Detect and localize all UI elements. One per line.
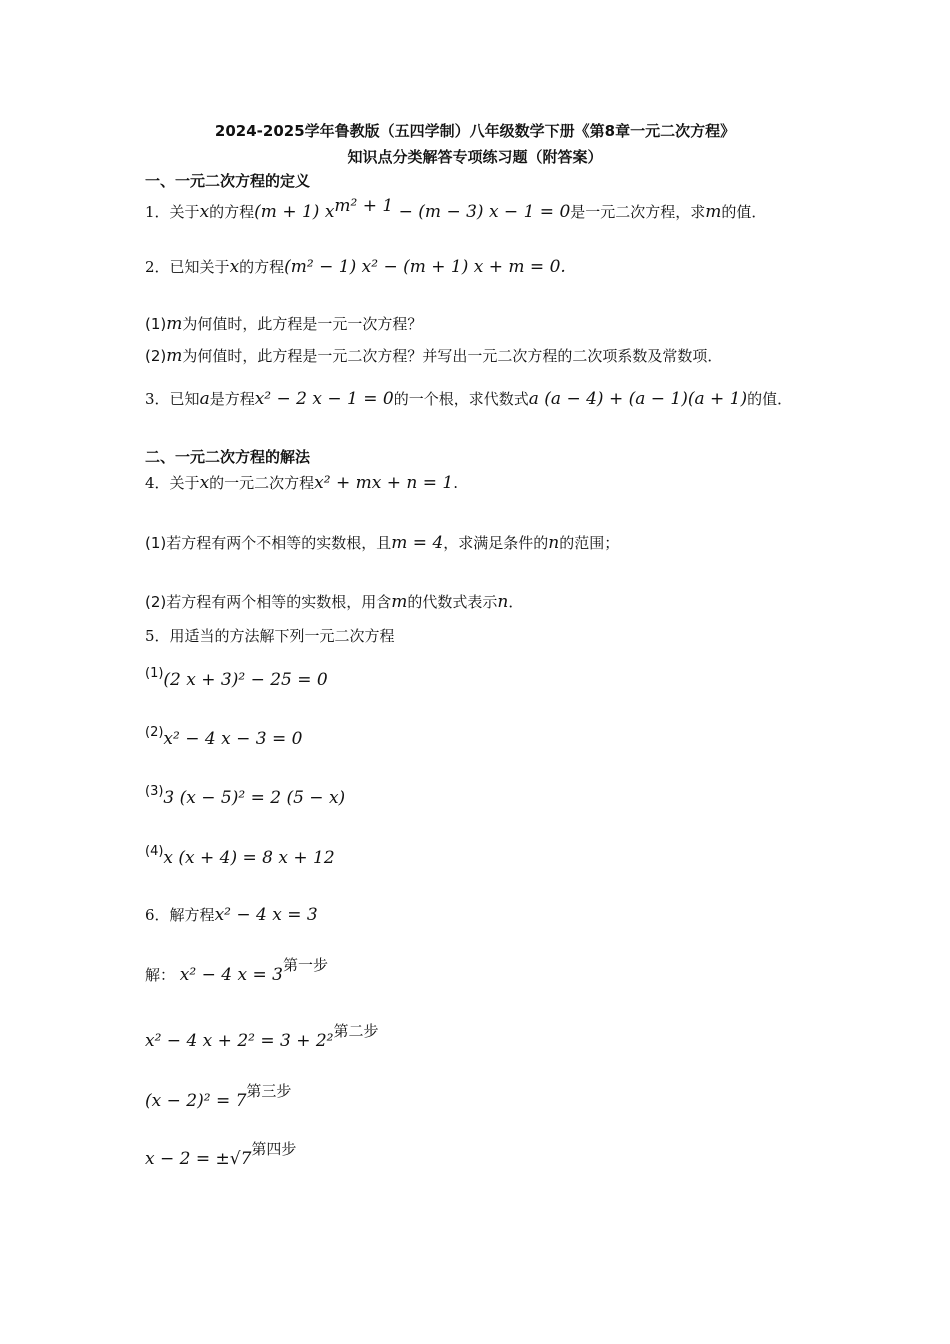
q3-var-a: a: [199, 389, 210, 409]
q4-part-1-text-c: 的范围；: [559, 534, 620, 552]
q4-part-1-equation: m = 4: [391, 533, 444, 553]
q1-equation-part-a: (m + 1) x: [254, 202, 335, 222]
q4-equation: x² + mx + n = 1: [314, 473, 454, 493]
q4-part-1-text-b: ，求满足条件的: [443, 534, 549, 552]
q5-text: 用适当的方法解下列一元二次方程: [169, 627, 395, 645]
question-5: [145, 625, 395, 646]
question-3: [145, 388, 792, 409]
q4-number: 4．: [145, 474, 170, 492]
q5-item-label: (4): [145, 844, 164, 859]
question-4: [145, 472, 458, 493]
q4-part-1-label: (1): [145, 534, 167, 552]
solution-step-label: 第一步: [282, 956, 328, 974]
q5-item: [145, 725, 303, 749]
q2-number: 2．: [145, 258, 170, 276]
q1-equation-part-b: − (m − 3) x − 1 = 0: [393, 202, 571, 222]
q2-part-1-text: 为何值时，此方程是一元一次方程？: [182, 315, 423, 333]
q5-item-equation: (2 x + 3)² − 25 = 0: [163, 670, 328, 690]
solution-step: [145, 1140, 297, 1169]
q6-equation: x² − 4 x = 3: [214, 905, 318, 925]
title-line-1: 2024-2025学年鲁教版（五四学制）八年级数学下册《第8章一元二次方程》: [214, 122, 736, 140]
q5-item-label: (1): [145, 666, 164, 681]
q6-text: 解方程: [169, 906, 215, 924]
q5-item: [145, 784, 346, 808]
solution-step-label: 第三步: [246, 1082, 292, 1100]
q6-number: 6．: [145, 906, 170, 924]
question-2: [145, 256, 566, 277]
q2-part-2: [145, 345, 722, 366]
q2-part-2-var-m: m: [166, 346, 183, 366]
q1-text-d: 的值．: [721, 203, 767, 221]
q1-text-a: 关于: [169, 203, 200, 221]
q2-text-a: 已知关于: [169, 258, 230, 276]
q2-text-b: 的方程: [239, 258, 285, 276]
q3-number: 3．: [145, 390, 170, 408]
solution-step: [145, 1082, 292, 1111]
solution-step-equation: x² − 4 x = 3: [179, 965, 283, 985]
q1-number: 1．: [145, 203, 170, 221]
q4-part-1-text-a: 若方程有两个不相等的实数根，且: [166, 534, 392, 552]
q5-item: [145, 666, 328, 690]
section-heading-solving: 二、一元二次方程的解法: [145, 448, 311, 466]
question-1: [145, 196, 766, 222]
q4-part-2-text-b: 的代数式表示: [407, 593, 498, 611]
solution-step: [145, 956, 328, 985]
q5-item-equation: x² − 4 x − 3 = 0: [163, 729, 303, 749]
q4-text-b: 的一元二次方程: [209, 474, 315, 492]
q5-item: [145, 844, 335, 868]
solution-label: 解：: [145, 966, 176, 984]
q4-var-x: x: [199, 473, 210, 493]
q5-item-label: (2): [145, 725, 164, 740]
q4-part-2-var-m: m: [391, 592, 408, 612]
q3-text-a: 已知: [169, 390, 200, 408]
q4-part-2: [145, 591, 523, 612]
q2-part-1: [145, 313, 422, 334]
solution-step-label: 第四步: [251, 1140, 297, 1158]
q5-number: 5．: [145, 627, 170, 645]
q3-equation: x² − 2 x − 1 = 0: [254, 389, 394, 409]
solution-step-equation: x − 2 = ±√7: [145, 1149, 252, 1169]
question-6: [145, 904, 318, 925]
q1-text-c: 是一元二次方程，求: [570, 203, 706, 221]
q4-part-2-var-n: n: [497, 592, 509, 612]
q1-equation-exponent: m² + 1: [334, 196, 394, 216]
q4-part-2-text-a: 若方程有两个相等的实数根，用含: [166, 593, 392, 611]
q2-part-1-var-m: m: [166, 314, 183, 334]
q3-expression: a (a − 4) + (a − 1)(a + 1): [528, 389, 748, 409]
q4-part-2-text-c: ．: [508, 593, 524, 611]
q4-part-1: [145, 532, 619, 553]
section-heading-definition: 一、一元二次方程的定义: [145, 172, 311, 190]
solution-step: [145, 1022, 379, 1051]
q5-item-equation: 3 (x − 5)² = 2 (5 − x): [163, 788, 346, 808]
q2-equation: (m² − 1) x² − (m + 1) x + m = 0.: [284, 257, 566, 277]
solution-step-equation: x² − 4 x + 2² = 3 + 2²: [145, 1031, 334, 1051]
q2-part-2-text: 为何值时，此方程是一元二次方程？并写出一元二次方程的二次项系数及常数项．: [182, 347, 723, 365]
q4-part-2-label: (2): [145, 593, 167, 611]
q3-text-b: 是方程: [209, 390, 255, 408]
q3-text-c: 的一个根，求代数式: [393, 390, 529, 408]
q3-text-d: 的值．: [747, 390, 793, 408]
q5-item-label: (3): [145, 784, 164, 799]
q4-text-a: 关于: [169, 474, 200, 492]
q1-var-m: m: [705, 202, 722, 222]
q5-item-equation: x (x + 4) = 8 x + 12: [163, 848, 335, 868]
q2-part-2-label: (2): [145, 347, 167, 365]
q2-part-1-label: (1): [145, 315, 167, 333]
q1-var-x: x: [199, 202, 210, 222]
solution-step-label: 第二步: [333, 1022, 379, 1040]
q2-var-x: x: [229, 257, 240, 277]
title-line-2: 知识点分类解答专项练习题（附答案）: [347, 148, 603, 166]
q1-text-b: 的方程: [209, 203, 255, 221]
q4-end: .: [453, 474, 458, 492]
solution-step-equation: (x − 2)² = 7: [145, 1091, 247, 1111]
q4-part-1-var-n: n: [548, 533, 560, 553]
